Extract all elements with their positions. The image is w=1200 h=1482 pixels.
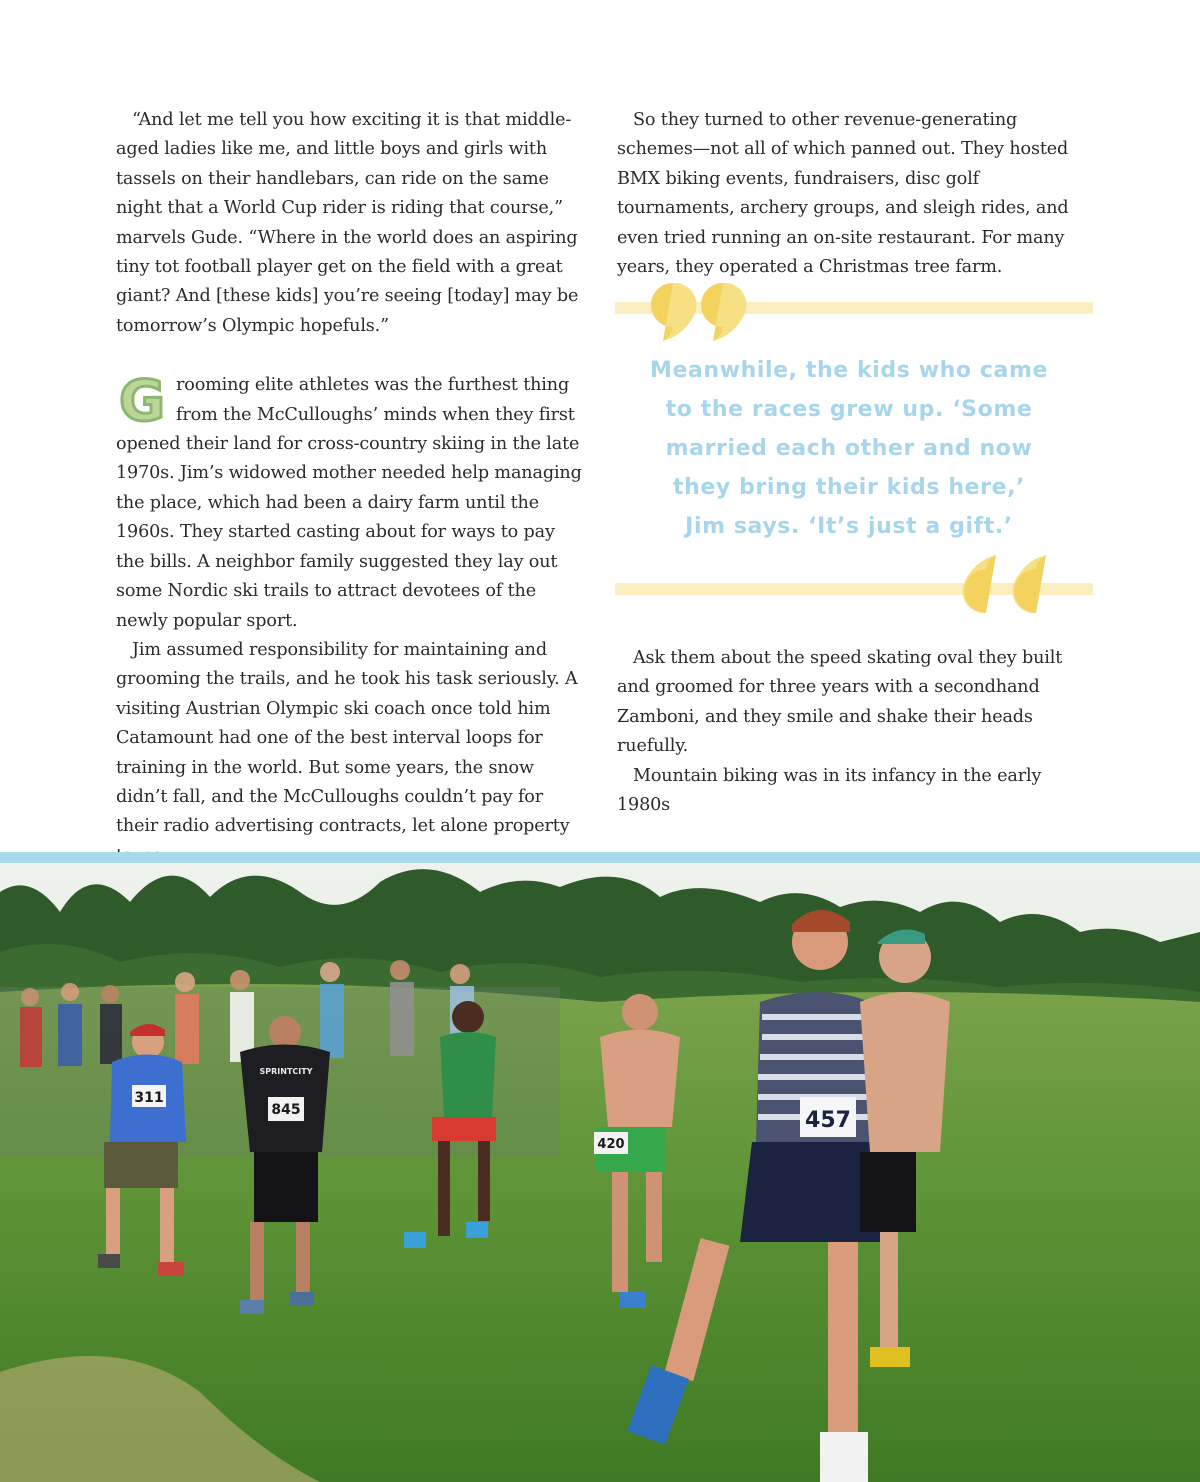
drop-cap: G [119, 369, 165, 435]
pull-quote-line: they bring their kids here,’ [673, 475, 1025, 500]
pull-quote-line: Jim says. ‘It’s just a gift.’ [685, 514, 1013, 539]
right-paragraph-2: Ask them about the speed skating oval they built and groomed for three years with a secondhand Zamboni, and they smile and shake their heads ruefully. [617, 648, 1063, 757]
right-paragraph-3: Mountain biking was in its infancy in the early 1980s [617, 765, 1042, 816]
race-photo [0, 852, 1200, 1482]
pull-quote-line: to the races grew up. ‘Some [665, 397, 1033, 422]
right-column-bottom [617, 644, 1091, 820]
bib-311-number: 311 [134, 1090, 164, 1106]
left-paragraph-2-text: rooming elite athletes was the furthest thing from the McCulloughs’ minds when they first opened their land for cross-country skiing in the late 1970s. Jim’s widowed mother needed help managing the place, which had been a dairy farm until the 1960s. They started casting about for ways to pay the bills. A neighbor family suggested they lay out some Nordic ski trails to attract devotees of the newly popular sport. [116, 375, 582, 631]
photo-top-border [0, 852, 1200, 863]
pull-quote-line: Meanwhile, the kids who came [649, 358, 1049, 383]
bib-457-number: 457 [805, 1108, 851, 1133]
left-column [116, 106, 584, 871]
close-quote-icon [960, 555, 1060, 613]
open-quote-icon [649, 283, 749, 341]
left-paragraph-2 [116, 371, 584, 636]
pull-quote-text [643, 351, 1055, 546]
left-paragraph-1: “And let me tell you how exciting it is that middle-aged ladies like me, and little boys and girls with tassels on their handlebars, can ride on the same night that a World Cup rider is riding that course,” marvels Gude. “Where in the world does an aspiring tiny tot football player get on the field with a great giant? And [these kids] you’re seeing [today] may be tomorrow’s Olympic hopefuls.” [116, 110, 579, 336]
shirt-print: SPRINTCITY [259, 1067, 313, 1076]
bib-845-number: 845 [271, 1102, 301, 1118]
runners-illustration [0, 852, 1200, 1482]
pull-quote-line: married each other and now [665, 436, 1033, 461]
pull-quote [615, 283, 1093, 613]
right-column-top [617, 106, 1091, 282]
right-paragraph-1: So they turned to other revenue-generating schemes—not all of which panned out. They hosted BMX biking events, fundraisers, disc golf tournaments, archery groups, and sleigh rides, and even tried running an on-site restaurant. For many years, they operated a Christmas tree farm. [617, 110, 1069, 278]
left-paragraph-3: Jim assumed responsibility for maintaining and grooming the trails, and he took his task seriously. A visiting Austrian Olympic ski coach once told him Catamount had one of the best interval loops for training in the world. But some years, the snow didn’t fall, and the McCulloughs couldn’t pay for their radio advertising contracts, let alone property [116, 639, 578, 837]
bib-420-number: 420 [597, 1137, 625, 1152]
